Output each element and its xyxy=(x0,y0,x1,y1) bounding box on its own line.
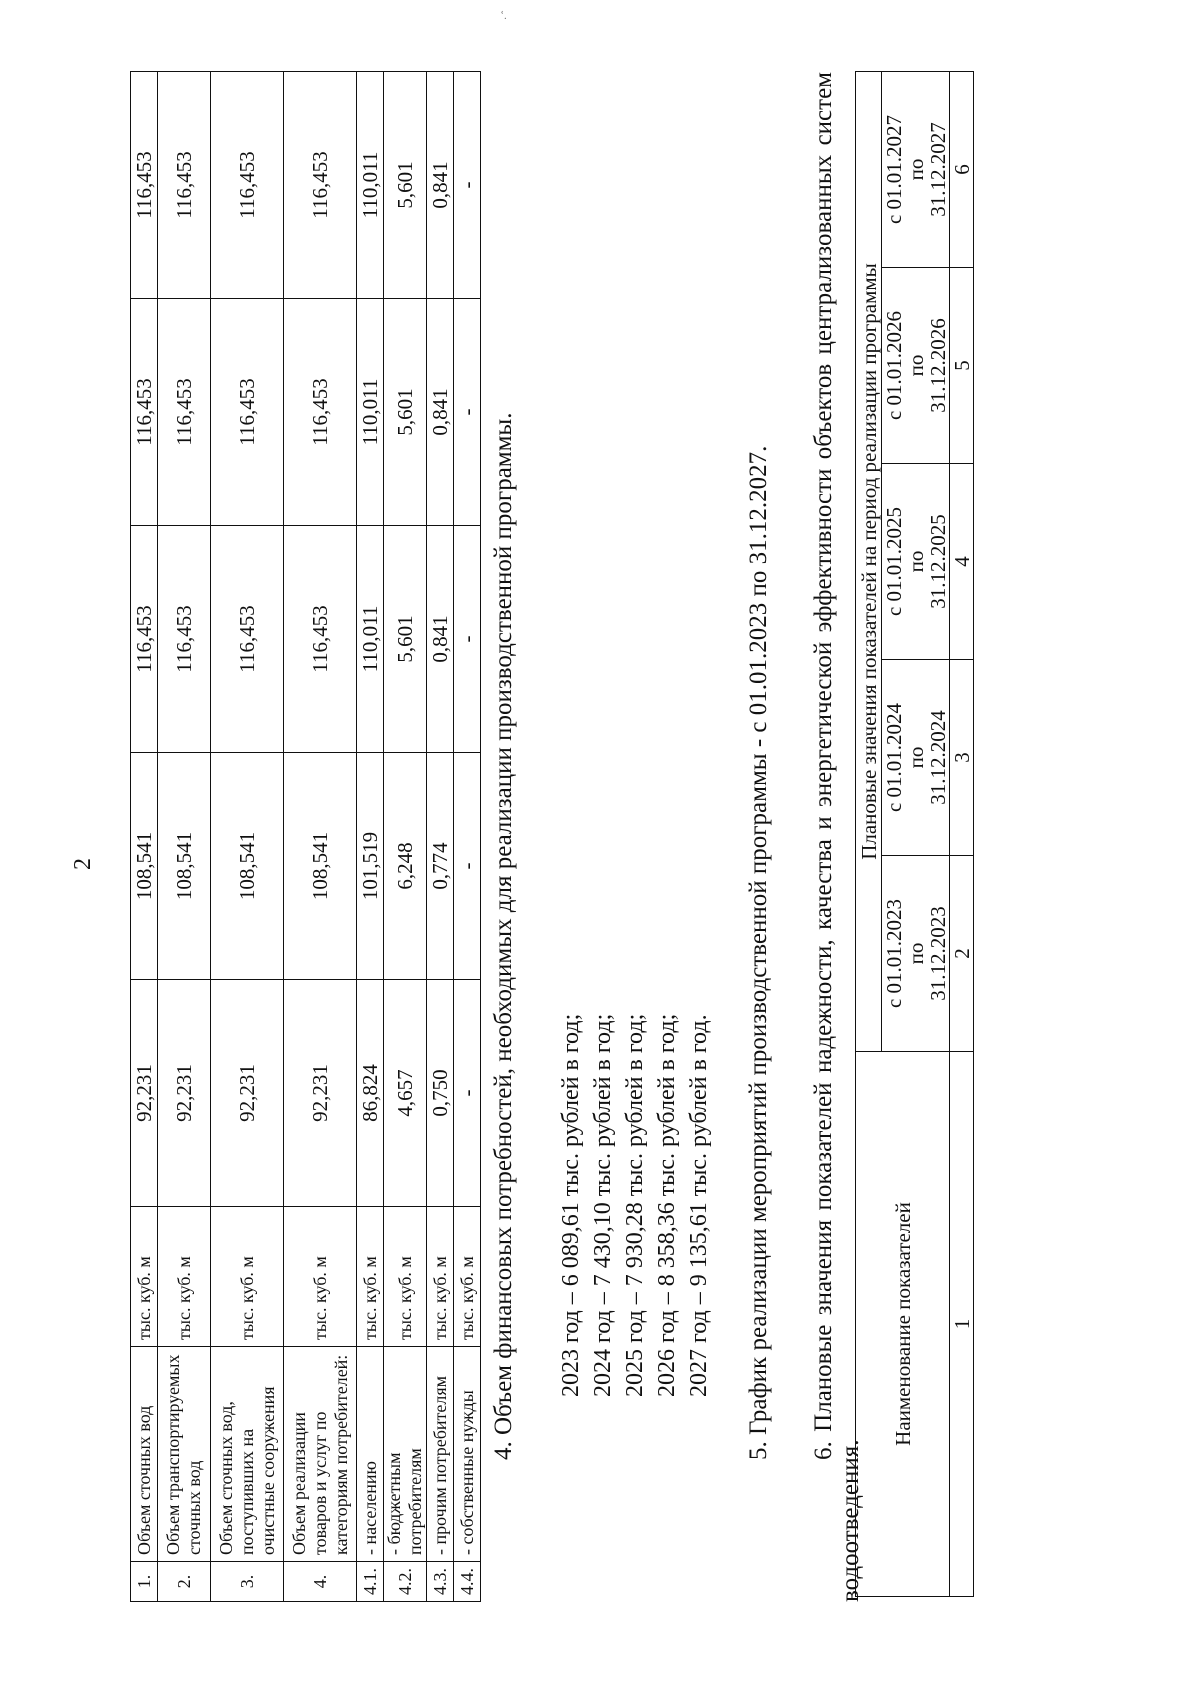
row-value: 108,541 xyxy=(158,753,211,980)
row-value: 116,453 xyxy=(158,72,211,299)
row-value: - xyxy=(454,526,481,753)
row-value: 0,774 xyxy=(427,753,454,980)
row-name: - прочим потребителям xyxy=(427,1347,454,1562)
column-number: 5 xyxy=(950,268,974,464)
row-value: 0,841 xyxy=(427,526,454,753)
row-name: Объем реализации товаров и услуг по категориям потребителей: xyxy=(284,1347,357,1562)
row-number: 3. xyxy=(211,1562,284,1602)
row-value: 110,011 xyxy=(357,526,384,753)
column-number: 6 xyxy=(950,71,974,267)
column-number: 1 xyxy=(950,1052,974,1597)
section-4-heading: 4. Объем финансовых потребностей, необходимых для реализации производственной программы. xyxy=(490,412,517,1460)
row-number: 4.3. xyxy=(427,1562,454,1602)
financial-needs-list xyxy=(555,1014,715,1397)
row-name: - бюджетным потребителям xyxy=(384,1347,427,1562)
column-number: 2 xyxy=(950,856,974,1052)
column-number-row xyxy=(950,71,974,1596)
row-value: 108,541 xyxy=(284,753,357,980)
period-from: с 01.01.2025 xyxy=(881,506,906,617)
period-header xyxy=(882,856,950,1052)
list-item: 2027 год – 9 135,61 тыс. рублей в год. xyxy=(686,1014,712,1397)
row-unit: тыс. куб. м xyxy=(284,1207,357,1347)
table-header-row xyxy=(856,71,882,1596)
row-value: 0,841 xyxy=(427,299,454,526)
row-unit: тыс. куб. м xyxy=(427,1207,454,1347)
table-row xyxy=(211,72,284,1602)
period-from: с 01.01.2023 xyxy=(881,898,906,1009)
row-value: 116,453 xyxy=(211,72,284,299)
row-value: 110,011 xyxy=(357,72,384,299)
period-mid: по xyxy=(903,550,928,573)
row-value: 116,453 xyxy=(211,526,284,753)
row-number: 4.2. xyxy=(384,1562,427,1602)
row-value: 92,231 xyxy=(284,980,357,1207)
scan-specks: · ˆ xyxy=(501,10,512,20)
indicators-table xyxy=(855,71,974,1597)
row-value: 5,601 xyxy=(384,299,427,526)
row-value: 116,453 xyxy=(211,299,284,526)
row-value: 108,541 xyxy=(211,753,284,980)
row-number: 4. xyxy=(284,1562,357,1602)
row-name: Объем транспортируемых сточных вод xyxy=(158,1347,211,1562)
period-from: с 01.01.2024 xyxy=(881,702,906,813)
period-header xyxy=(882,268,950,464)
row-value: 116,453 xyxy=(284,299,357,526)
table-row xyxy=(427,72,454,1602)
period-mid: по xyxy=(903,158,928,181)
period-from: с 01.01.2027 xyxy=(881,114,906,225)
row-name: - населению xyxy=(357,1347,384,1562)
period-to: 31.12.2027 xyxy=(925,122,950,217)
row-value: 92,231 xyxy=(211,980,284,1207)
row-unit: тыс. куб. м xyxy=(211,1207,284,1347)
period-header xyxy=(882,71,950,267)
table-row xyxy=(454,72,481,1602)
row-value: 108,541 xyxy=(131,753,158,980)
row-unit: тыс. куб. м xyxy=(158,1207,211,1347)
column-number: 3 xyxy=(950,660,974,856)
row-value: - xyxy=(454,299,481,526)
row-value: 92,231 xyxy=(131,980,158,1207)
row-value: 5,601 xyxy=(384,72,427,299)
list-item: 2024 год – 7 430,10 тыс. рублей в год; xyxy=(590,1013,616,1397)
row-unit: тыс. куб. м xyxy=(384,1207,427,1347)
row-value: 116,453 xyxy=(131,299,158,526)
section-6-heading: 6. Плановые значения показателей надежности, качества и энергетической эффективности объектов централизованных систем водоотведения. xyxy=(810,72,864,1602)
row-value: 116,453 xyxy=(158,526,211,753)
row-name: Объем сточных вод, поступивших на очистные сооружения xyxy=(211,1347,284,1562)
row-value: 92,231 xyxy=(158,980,211,1207)
row-number: 4.4. xyxy=(454,1562,481,1602)
period-mid: по xyxy=(903,746,928,769)
row-value: 116,453 xyxy=(131,526,158,753)
row-unit: тыс. куб. м xyxy=(357,1207,384,1347)
row-name: Объем сточных вод xyxy=(131,1347,158,1562)
period-mid: по xyxy=(903,354,928,377)
row-value: 5,601 xyxy=(384,526,427,753)
table-row xyxy=(158,72,211,1602)
row-value: 0,750 xyxy=(427,980,454,1207)
row-number: 1. xyxy=(131,1562,158,1602)
row-value: 116,453 xyxy=(158,299,211,526)
period-to: 31.12.2026 xyxy=(925,318,950,413)
row-value: 116,453 xyxy=(284,526,357,753)
table-row xyxy=(357,72,384,1602)
row-unit: тыс. куб. м xyxy=(131,1207,158,1347)
name-header: Наименование показателей xyxy=(856,1052,950,1597)
row-value: 116,453 xyxy=(284,72,357,299)
section-5-heading: 5. График реализации мероприятий производственной программы - с 01.01.2023 по 31.12.2027. xyxy=(745,445,772,1460)
group-header: Плановые значения показателей на период реализации программы xyxy=(856,71,882,1051)
list-item: 2025 год – 7 930,28 тыс. рублей в год; xyxy=(622,1013,648,1397)
period-from: с 01.01.2026 xyxy=(881,310,906,421)
row-value: 110,011 xyxy=(357,299,384,526)
period-mid: по xyxy=(903,942,928,965)
table-row xyxy=(384,72,427,1602)
list-item: 2023 год – 6 089,61 тыс. рублей в год; xyxy=(558,1013,584,1397)
table-row xyxy=(284,72,357,1602)
period-header xyxy=(882,464,950,660)
period-header xyxy=(882,660,950,856)
row-name: - собственные нужды xyxy=(454,1347,481,1562)
row-value: - xyxy=(454,72,481,299)
row-value: 101,519 xyxy=(357,753,384,980)
period-to: 31.12.2023 xyxy=(925,906,950,1001)
period-to: 31.12.2025 xyxy=(925,514,950,609)
row-value: 86,824 xyxy=(357,980,384,1207)
table-row xyxy=(131,72,158,1602)
row-value: - xyxy=(454,980,481,1207)
row-value: - xyxy=(454,753,481,980)
row-number: 4.1. xyxy=(357,1562,384,1602)
period-to: 31.12.2024 xyxy=(925,710,950,805)
row-value: 4,657 xyxy=(384,980,427,1207)
column-number: 4 xyxy=(950,464,974,660)
row-value: 116,453 xyxy=(131,72,158,299)
row-value: 6,248 xyxy=(384,753,427,980)
list-item: 2026 год – 8 358,36 тыс. рублей в год; xyxy=(654,1013,680,1397)
row-value: 0,841 xyxy=(427,72,454,299)
page-number: 2 xyxy=(70,858,96,870)
volumes-table xyxy=(130,71,481,1602)
row-unit: тыс. куб. м xyxy=(454,1207,481,1347)
row-number: 2. xyxy=(158,1562,211,1602)
